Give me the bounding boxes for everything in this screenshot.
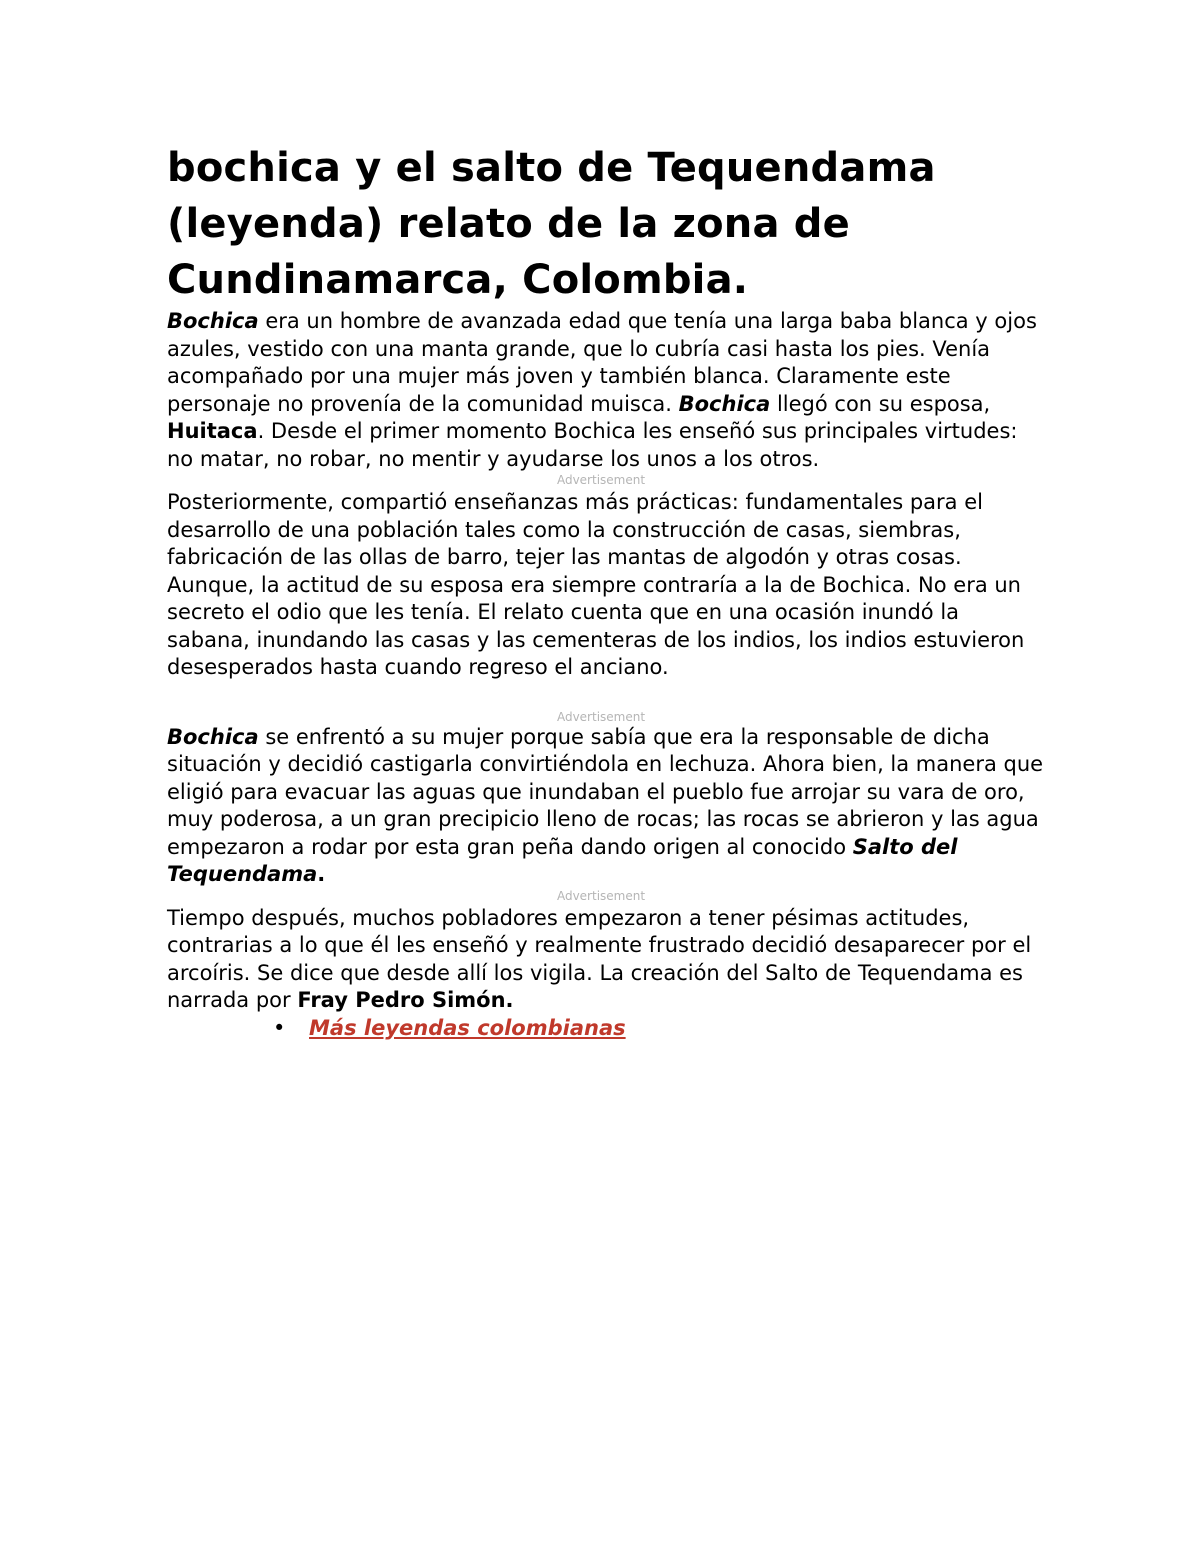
more-legends-link[interactable]: Más leyendas colombianas bbox=[309, 1015, 626, 1040]
paragraph-1 bbox=[167, 308, 1047, 473]
document-page bbox=[167, 140, 1047, 1042]
list-item bbox=[167, 1015, 1047, 1043]
name-huitaca: Huitaca bbox=[167, 419, 258, 443]
page-title: bochica y el salto de Tequendama (leyenda) relato de la zona de Cundinamarca, Colombia. bbox=[167, 145, 936, 303]
name-fray-pedro-simon: Fray Pedro Simón. bbox=[297, 988, 514, 1012]
name-bochica-3: Bochica bbox=[167, 724, 259, 749]
name-salto-del-tequendama: Salto del Tequendama bbox=[167, 834, 958, 886]
name-bochica: Bochica bbox=[167, 309, 259, 333]
advertisement-label: Advertisement bbox=[556, 709, 646, 724]
paragraph-2: Posteriormente, compartió enseñanzas más prácticas: fundamentales para el desarrollo de una población tales como la construcción de casas, siembras, fabricación de las ollas de barro, tejer las mantas de algodón y otras cosas. Aunque, la actitud de su esposa era siempre contraría a la de Bochica. No era un secreto el odio que les tenía. El relato cuenta que en una ocasión inundó la sabana, inundando las casas y las cementeras de los indios, los indios estuvieron desesperados hasta cuando regreso el anciano. bbox=[167, 490, 1025, 679]
bullet-icon: • bbox=[273, 1015, 286, 1040]
paragraph-3-text-a: se enfrentó a su mujer porque sabía que era la responsable de dicha situación y decidió castigarla convirtiéndola en lechuza. Ahora bien, la manera que eligió para evacuar las aguas que inundaban el pueblo fue arrojar su vara de oro, muy poderosa, a un gran precipicio lleno de rocas; las rocas se abrieron y las agua empezaron a rodar por esta gran peña dando origen al conocido bbox=[167, 724, 1044, 859]
paragraph-1-text-b: llegó con su esposa, bbox=[770, 391, 991, 416]
advertisement-label: Advertisement bbox=[556, 473, 646, 487]
paragraph-3 bbox=[167, 724, 1047, 889]
paragraph-1-text-a: era un hombre de avanzada edad que tenía una larga baba blanca y ojos azules, vestido con una manta grande, que lo cubría casi hasta los pies. Venía acompañado por una mujer más joven y también blanca. Claramente este personaje no provenía de la comunidad muisca. bbox=[167, 309, 1037, 416]
name-bochica-2: Bochica bbox=[678, 391, 771, 416]
advertisement-label: Advertisement bbox=[556, 888, 646, 903]
paragraph-4-text-a: Tiempo después, muchos pobladores empezaron a tener pésimas actitudes, contrarias a lo que él les enseñó y realmente frustrado decidió desaparecer por el arcoíris. Se dice que desde allí los vigila. La creación del Salto de Tequendama es narrada por bbox=[167, 905, 1032, 1012]
paragraph-1-text-c: . Desde el primer momento Bochica les enseñó sus principales virtudes: no matar, no robar, no mentir y ayudarse los unos a los otros. bbox=[167, 419, 1018, 471]
paragraph-4 bbox=[167, 905, 1047, 1015]
more-legends-list bbox=[167, 1015, 1047, 1043]
paragraph-3-text-b: . bbox=[317, 862, 326, 886]
